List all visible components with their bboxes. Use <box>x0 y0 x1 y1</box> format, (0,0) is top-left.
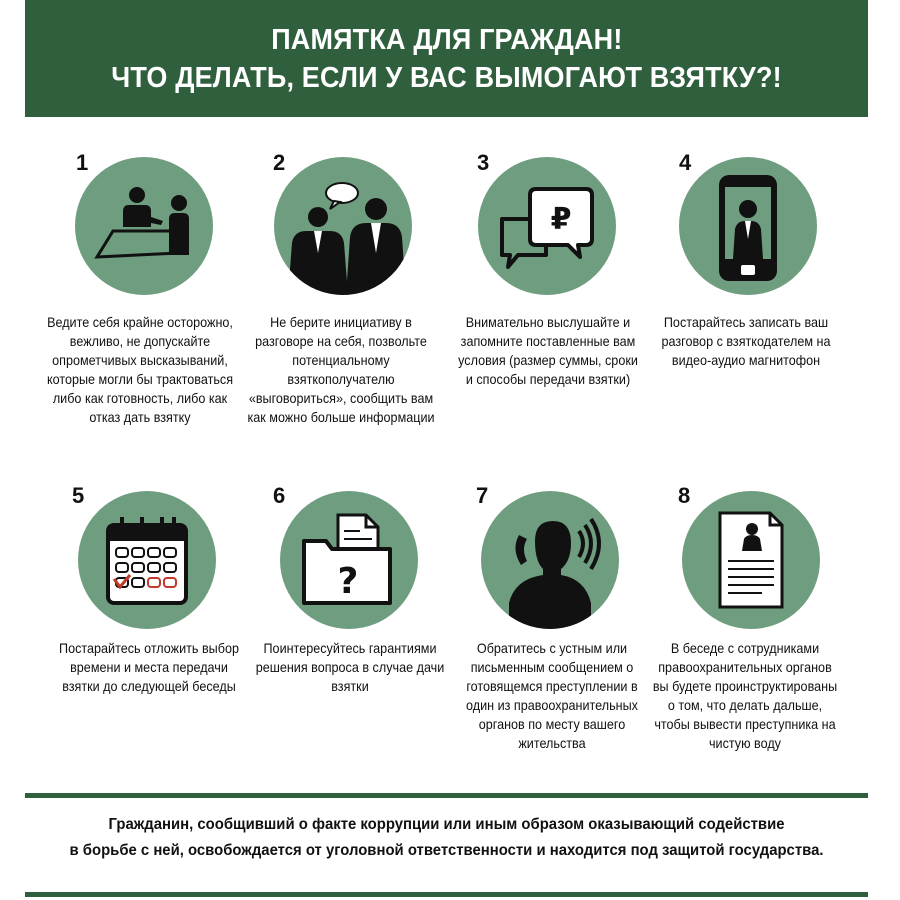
page-title-line1: ПАМЯТКА ДЛЯ ГРАЖДАН! <box>270 23 623 56</box>
footer-bottom-divider <box>25 892 868 897</box>
footer-notice <box>55 812 839 864</box>
step-icon-circle <box>274 157 412 295</box>
step-1 <box>38 150 248 460</box>
ruble-chat-icon <box>478 157 616 295</box>
step-text: Ведите себя крайне осторожно, вежливо, не допускайте опрометчивых высказываний, которые могли бы трактоваться либо как готовность, либо как отказ дать взятку <box>46 314 234 425</box>
step-icon-circle <box>682 491 820 629</box>
step-3 <box>443 150 653 460</box>
step-icon-circle <box>481 491 619 629</box>
step-number: 8 <box>678 483 691 508</box>
step-number: 1 <box>76 150 89 175</box>
step-text: Постарайтесь записать ваш разговор с взяткодателем на видео-аудио магнитофон <box>661 314 831 368</box>
step-number: 6 <box>273 483 286 508</box>
step-text: Внимательно выслушайте и запомните поставленные вам условия (размер суммы, сроки и способы передачи взятки) <box>458 314 638 387</box>
svg-text:₽: ₽ <box>550 202 572 237</box>
footer-line1: Гражданин, сообщивший о факте коррупции или иным образом оказывающий содействие <box>108 816 785 833</box>
header-banner <box>25 0 868 117</box>
step-5 <box>38 483 248 723</box>
step-text: Поинтересуйтесь гарантиями решения вопроса в случае дачи взятки <box>255 640 445 694</box>
step-number: 2 <box>273 150 286 175</box>
step-icon-circle <box>75 157 213 295</box>
svg-text:?: ? <box>337 561 359 602</box>
step-6 <box>240 483 450 723</box>
phone-call-icon <box>481 491 619 629</box>
step-4 <box>645 150 855 460</box>
step-icon-circle <box>478 157 616 295</box>
step-text: В беседе с сотрудниками правоохранительных органов вы будете проинструктированы о том, что делать дальше, чтобы вывести преступника на чистую воду <box>652 640 838 751</box>
document-icon <box>682 491 820 629</box>
step-number: 5 <box>72 483 85 508</box>
step-number: 4 <box>679 150 692 175</box>
step-8 <box>645 483 855 763</box>
page-title-line2: ЧТО ДЕЛАТЬ, ЕСЛИ У ВАС ВЫМОГАЮТ ВЗЯТКУ?! <box>111 61 782 94</box>
meeting-icon <box>75 157 213 295</box>
step-number: 7 <box>476 483 489 508</box>
step-icon-circle <box>679 157 817 295</box>
step-icon-circle <box>280 491 418 629</box>
step-text: Постарайтесь отложить выбор времени и места передачи взятки до следующей беседы <box>59 640 239 694</box>
step-icon-circle <box>78 491 216 629</box>
phone-record-icon <box>679 157 817 295</box>
calendar-icon <box>78 491 216 629</box>
step-2 <box>240 150 450 460</box>
step-number: 3 <box>477 150 490 175</box>
conversation-icon <box>274 157 412 295</box>
step-text: Обратитесь с устным или письменным сообщением о готовящемся преступлении в один из правоохранительных органов по месту вашего жительства <box>466 640 638 751</box>
footer-line2: в борьбе с ней, освобождается от уголовной ответственности и находится под защитой государства. <box>69 842 824 859</box>
footer-top-divider <box>25 793 868 798</box>
step-text: Не берите инициативу в разговоре на себя, позвольте потенциальному взяткополучателю «выговориться», сообщить вам как можно больше информации <box>247 314 435 425</box>
step-7 <box>443 483 653 763</box>
folder-question-icon <box>280 491 418 629</box>
